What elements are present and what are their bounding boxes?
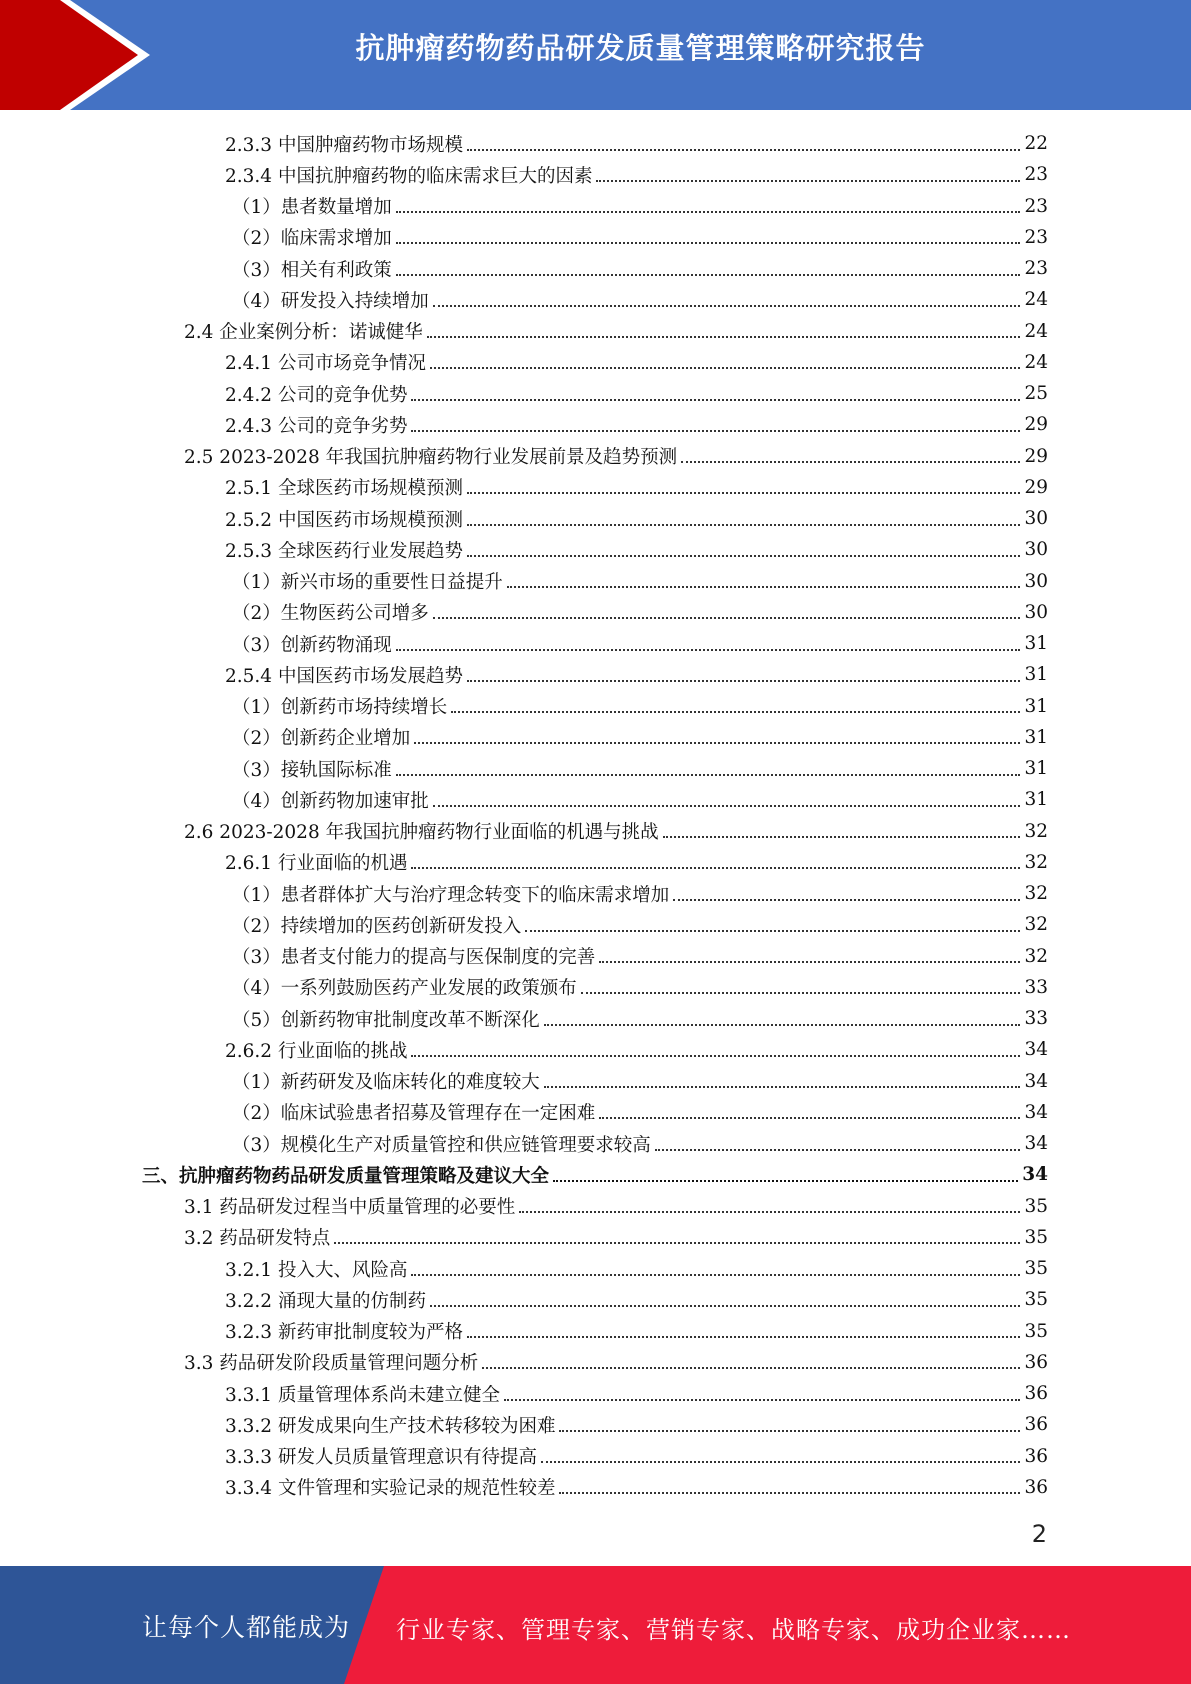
toc-entry[interactable] bbox=[232, 722, 1048, 753]
toc-entry-page: 29 bbox=[1024, 414, 1048, 436]
toc-entry[interactable] bbox=[225, 503, 1048, 534]
toc-dot-leader bbox=[430, 367, 1020, 369]
toc-entry-title: （1）患者数量增加 bbox=[232, 197, 392, 218]
toc-entry-page: 36 bbox=[1024, 1351, 1048, 1373]
toc-dot-leader bbox=[396, 242, 1021, 244]
toc-dot-leader bbox=[467, 555, 1020, 557]
toc-entry-title: 三、抗肿瘤药物药品研发质量管理策略及建议大全 bbox=[142, 1165, 550, 1187]
toc-entry-page: 30 bbox=[1024, 570, 1048, 592]
header-arrow-decoration bbox=[0, 0, 160, 110]
toc-entry-page: 24 bbox=[1024, 289, 1048, 311]
toc-entry-title: （2）临床需求增加 bbox=[232, 228, 392, 250]
toc-entry-page: 36 bbox=[1024, 1414, 1048, 1436]
toc-entry-page: 24 bbox=[1024, 351, 1048, 373]
toc-entry[interactable] bbox=[232, 941, 1048, 972]
toc-entry-page: 36 bbox=[1024, 1476, 1048, 1498]
toc-entry-page: 31 bbox=[1024, 758, 1048, 779]
toc-entry[interactable] bbox=[232, 1066, 1048, 1097]
toc-entry[interactable] bbox=[225, 159, 1048, 190]
toc-dot-leader bbox=[396, 649, 1021, 651]
toc-entry-title: 3.1 药品研发过程当中质量管理的必要性 bbox=[184, 1197, 516, 1218]
toc-entry-page: 34 bbox=[1024, 1133, 1048, 1154]
toc-entry-page: 29 bbox=[1024, 445, 1048, 467]
toc-entry-page: 34 bbox=[1024, 1101, 1048, 1123]
toc-entry-title: （3）创新药物涌现 bbox=[232, 634, 392, 656]
toc-dot-leader bbox=[673, 899, 1020, 901]
document-title: 抗肿瘤药物药品研发质量管理策略研究报告 bbox=[355, 31, 926, 65]
toc-entry-page: 22 bbox=[1024, 133, 1048, 154]
toc-entry-title: （1）创新药市场持续增长 bbox=[232, 697, 448, 718]
toc-entry-page: 36 bbox=[1024, 1445, 1048, 1467]
toc-entry-title: 2.5.2 中国医药市场规模预测 bbox=[225, 509, 463, 531]
toc-entry-page: 23 bbox=[1024, 164, 1048, 186]
toc-entry[interactable] bbox=[225, 378, 1048, 409]
toc-entry-title: 2.4 企业案例分析：诺诚健华 bbox=[184, 322, 423, 343]
toc-dot-leader bbox=[467, 149, 1020, 151]
toc-entry-page: 31 bbox=[1024, 664, 1048, 686]
toc-entry-title: （4）研发投入持续增加 bbox=[232, 290, 429, 312]
toc-entry-page: 34 bbox=[1024, 1070, 1048, 1092]
toc-entry-page: 35 bbox=[1024, 1289, 1048, 1311]
toc-entry-title: 2.5.3 全球医药行业发展趋势 bbox=[225, 540, 463, 562]
toc-entry-title: （5）创新药物审批制度改革不断深化 bbox=[232, 1009, 540, 1031]
toc-entry-page: 32 bbox=[1024, 914, 1048, 936]
toc-dot-leader bbox=[663, 836, 1021, 838]
toc-dot-leader bbox=[467, 524, 1020, 526]
toc-dot-leader bbox=[544, 1086, 1021, 1088]
toc-entry[interactable] bbox=[225, 472, 1048, 503]
toc-dot-leader bbox=[396, 774, 1021, 776]
toc-entry[interactable] bbox=[184, 1222, 1048, 1253]
toc-entry[interactable] bbox=[225, 1472, 1048, 1503]
toc-dot-leader bbox=[430, 1305, 1020, 1307]
toc-entry-page: 31 bbox=[1024, 633, 1048, 654]
toc-entry-page: 23 bbox=[1024, 258, 1048, 279]
toc-entry-page: 35 bbox=[1024, 1258, 1048, 1279]
toc-entry-title: 2.5.4 中国医药市场发展趋势 bbox=[225, 665, 463, 687]
toc-dot-leader bbox=[541, 1461, 1020, 1463]
toc-entry[interactable] bbox=[232, 753, 1048, 784]
toc-entry[interactable] bbox=[225, 1253, 1048, 1284]
toc-entry-title: （2）临床试验患者招募及管理存在一定困难 bbox=[232, 1103, 596, 1125]
toc-entry-title: （1）新药研发及临床转化的难度较大 bbox=[232, 1072, 540, 1093]
toc-dot-leader bbox=[655, 1149, 1021, 1151]
page-footer bbox=[0, 1566, 1191, 1684]
toc-entry[interactable] bbox=[225, 659, 1048, 690]
toc-entry[interactable] bbox=[232, 284, 1048, 315]
toc-entry-page: 31 bbox=[1024, 726, 1048, 748]
toc-entry-title: （3）规模化生产对质量管控和供应链管理要求较高 bbox=[232, 1134, 651, 1156]
toc-entry[interactable] bbox=[232, 1128, 1048, 1159]
toc-entry-page: 30 bbox=[1024, 601, 1048, 623]
toc-entry[interactable] bbox=[232, 972, 1048, 1003]
toc-entry-title: 2.6.2 行业面临的挑战 bbox=[225, 1040, 408, 1062]
toc-dot-leader bbox=[482, 1367, 1020, 1369]
toc-dot-leader bbox=[596, 180, 1020, 182]
toc-entry[interactable] bbox=[232, 878, 1048, 909]
toc-entry[interactable] bbox=[232, 253, 1048, 284]
toc-entry-title: 2.4.1 公司市场竞争情况 bbox=[225, 353, 426, 375]
toc-dot-leader bbox=[334, 1242, 1020, 1244]
toc-dot-leader bbox=[433, 305, 1021, 307]
toc-entry-title: 3.2.2 涌现大量的仿制药 bbox=[225, 1290, 426, 1312]
toc-entry[interactable] bbox=[225, 347, 1048, 378]
toc-dot-leader bbox=[504, 1399, 1020, 1401]
toc-entry[interactable] bbox=[232, 691, 1048, 722]
toc-dot-leader bbox=[411, 867, 1020, 869]
toc-entry-page: 32 bbox=[1024, 883, 1048, 904]
toc-entry[interactable] bbox=[232, 909, 1048, 940]
toc-dot-leader bbox=[581, 992, 1021, 994]
toc-entry-title: 2.6.1 行业面临的机遇 bbox=[225, 853, 408, 875]
toc-entry[interactable] bbox=[225, 128, 1048, 159]
toc-entry-title: 2.4.3 公司的竞争劣势 bbox=[225, 415, 408, 437]
toc-entry-page: 35 bbox=[1024, 1195, 1048, 1217]
toc-entry-title: 3.3.4 文件管理和实验记录的规范性较差 bbox=[225, 1478, 556, 1500]
toc-entry[interactable] bbox=[225, 847, 1048, 878]
toc-entry[interactable] bbox=[225, 1034, 1048, 1065]
toc-entry-title: 2.3.3 中国肿瘤药物市场规模 bbox=[225, 134, 463, 156]
toc-entry-title: （1）患者群体扩大与治疗理念转变下的临床需求增加 bbox=[232, 884, 670, 906]
toc-entry-title: 3.2.3 新药审批制度较为严格 bbox=[225, 1322, 463, 1343]
toc-entry[interactable] bbox=[225, 1441, 1048, 1472]
toc-dot-leader bbox=[519, 1211, 1020, 1213]
toc-dot-leader bbox=[411, 399, 1020, 401]
toc-entry-title: 2.4.2 公司的竞争优势 bbox=[225, 384, 408, 406]
toc-entry-title: （3）接轨国际标准 bbox=[232, 759, 392, 781]
toc-entry-page: 33 bbox=[1024, 976, 1048, 998]
toc-entry-page: 33 bbox=[1024, 1008, 1048, 1029]
toc-entry-page: 36 bbox=[1024, 1383, 1048, 1404]
toc-dot-leader bbox=[553, 1180, 1018, 1182]
toc-entry-page: 24 bbox=[1024, 320, 1048, 342]
toc-entry-page: 34 bbox=[1022, 1164, 1048, 1186]
toc-dot-leader bbox=[467, 1336, 1020, 1338]
toc-dot-leader bbox=[507, 586, 1021, 588]
toc-entry[interactable] bbox=[184, 441, 1048, 472]
toc-dot-leader bbox=[411, 430, 1020, 432]
toc-entry[interactable] bbox=[225, 1284, 1048, 1315]
toc-entry[interactable] bbox=[184, 316, 1048, 347]
toc-dot-leader bbox=[467, 492, 1020, 494]
toc-dot-leader bbox=[433, 805, 1021, 807]
toc-entry-page: 23 bbox=[1024, 226, 1048, 248]
toc-dot-leader bbox=[396, 274, 1021, 276]
toc-entry-title: （2）持续增加的医药创新研发投入 bbox=[232, 915, 522, 937]
toc-dot-leader bbox=[599, 961, 1020, 963]
toc-dot-leader bbox=[544, 1024, 1021, 1026]
toc-entry-page: 23 bbox=[1024, 195, 1048, 217]
toc-entry-title: 2.3.4 中国抗肿瘤药物的临床需求巨大的因素 bbox=[225, 165, 593, 187]
toc-entry[interactable] bbox=[225, 534, 1048, 565]
toc-dot-leader bbox=[427, 336, 1021, 338]
toc-entry-page: 32 bbox=[1024, 820, 1048, 842]
toc-entry-title: （2）创新药企业增加 bbox=[232, 728, 411, 750]
toc-entry-page: 32 bbox=[1024, 945, 1048, 967]
toc-entry-title: （3）患者支付能力的提高与医保制度的完善 bbox=[232, 947, 596, 968]
toc-entry[interactable] bbox=[232, 784, 1048, 815]
toc-entry[interactable] bbox=[184, 1191, 1048, 1222]
toc-entry-page: 29 bbox=[1024, 476, 1048, 498]
toc-entry-page: 25 bbox=[1024, 383, 1048, 404]
toc-entry[interactable] bbox=[225, 409, 1048, 440]
toc-entry[interactable] bbox=[232, 1003, 1048, 1034]
toc-dot-leader bbox=[411, 1055, 1020, 1057]
toc-dot-leader bbox=[433, 617, 1021, 619]
toc-entry-page: 30 bbox=[1024, 508, 1048, 529]
footer-slogan-left: 让每个人都能成为 bbox=[142, 1613, 351, 1642]
toc-entry-page: 30 bbox=[1024, 539, 1048, 561]
toc-dot-leader bbox=[414, 742, 1020, 744]
toc-entry[interactable] bbox=[225, 1316, 1048, 1347]
toc-entry[interactable] bbox=[232, 191, 1048, 222]
toc-dot-leader bbox=[467, 680, 1020, 682]
toc-entry-title: 2.5.1 全球医药市场规模预测 bbox=[225, 478, 463, 500]
page-number: 2 bbox=[1031, 1520, 1047, 1548]
toc-dot-leader bbox=[559, 1430, 1020, 1432]
toc-dot-leader bbox=[411, 1274, 1020, 1276]
toc-entry-title: （4）创新药物加速审批 bbox=[232, 790, 429, 812]
toc-entry-title: 2.5 2023-2028 年我国抗肿瘤药物行业发展前景及趋势预测 bbox=[184, 447, 678, 468]
toc-entry-page: 35 bbox=[1024, 1320, 1048, 1342]
toc-entry-title: 3.3 药品研发阶段质量管理问题分析 bbox=[184, 1353, 479, 1375]
toc-entry-title: （2）生物医药公司增多 bbox=[232, 603, 429, 625]
toc-entry-title: 2.6 2023-2028 年我国抗肿瘤药物行业面临的机遇与挑战 bbox=[184, 822, 659, 843]
toc-entry-page: 35 bbox=[1024, 1226, 1048, 1248]
toc-entry-title: 3.2 药品研发特点 bbox=[184, 1228, 331, 1250]
toc-entry-title: 3.3.2 研发成果向生产技术转移较为困难 bbox=[225, 1415, 556, 1437]
toc-entry[interactable] bbox=[184, 816, 1048, 847]
toc-dot-leader bbox=[559, 1492, 1020, 1494]
toc-entry[interactable] bbox=[232, 597, 1048, 628]
toc-entry[interactable] bbox=[232, 628, 1048, 659]
toc-dot-leader bbox=[525, 930, 1020, 932]
toc-entry-title: （3）相关有利政策 bbox=[232, 259, 392, 281]
toc-entry[interactable] bbox=[142, 1159, 1048, 1190]
toc-entry-page: 31 bbox=[1024, 695, 1048, 717]
toc-entry[interactable] bbox=[232, 222, 1048, 253]
toc-entry[interactable] bbox=[225, 1378, 1048, 1409]
toc-entry[interactable] bbox=[232, 1097, 1048, 1128]
toc-entry-title: 3.3.3 研发人员质量管理意识有待提高 bbox=[225, 1447, 537, 1468]
toc-entry[interactable] bbox=[225, 1409, 1048, 1440]
toc-dot-leader bbox=[681, 461, 1020, 463]
toc-dot-leader bbox=[599, 1117, 1020, 1119]
footer-slogan-right: 行业专家、管理专家、营销专家、战略专家、成功企业家…… bbox=[396, 1616, 1071, 1644]
toc-entry-page: 31 bbox=[1024, 789, 1048, 811]
toc-dot-leader bbox=[396, 211, 1021, 213]
page-header bbox=[0, 0, 1191, 110]
toc-entry-title: 3.2.1 投入大、风险高 bbox=[225, 1259, 408, 1281]
toc-entry-title: （4）一系列鼓励医药产业发展的政策颁布 bbox=[232, 978, 577, 1000]
toc-dot-leader bbox=[451, 711, 1020, 713]
toc-entry[interactable] bbox=[184, 1347, 1048, 1378]
toc-entry-page: 34 bbox=[1024, 1039, 1048, 1061]
toc-entry-page: 32 bbox=[1024, 851, 1048, 873]
toc-entry[interactable] bbox=[232, 566, 1048, 597]
toc-entry-title: 3.3.1 质量管理体系尚未建立健全 bbox=[225, 1384, 500, 1406]
toc-entry-title: （1）新兴市场的重要性日益提升 bbox=[232, 572, 503, 593]
